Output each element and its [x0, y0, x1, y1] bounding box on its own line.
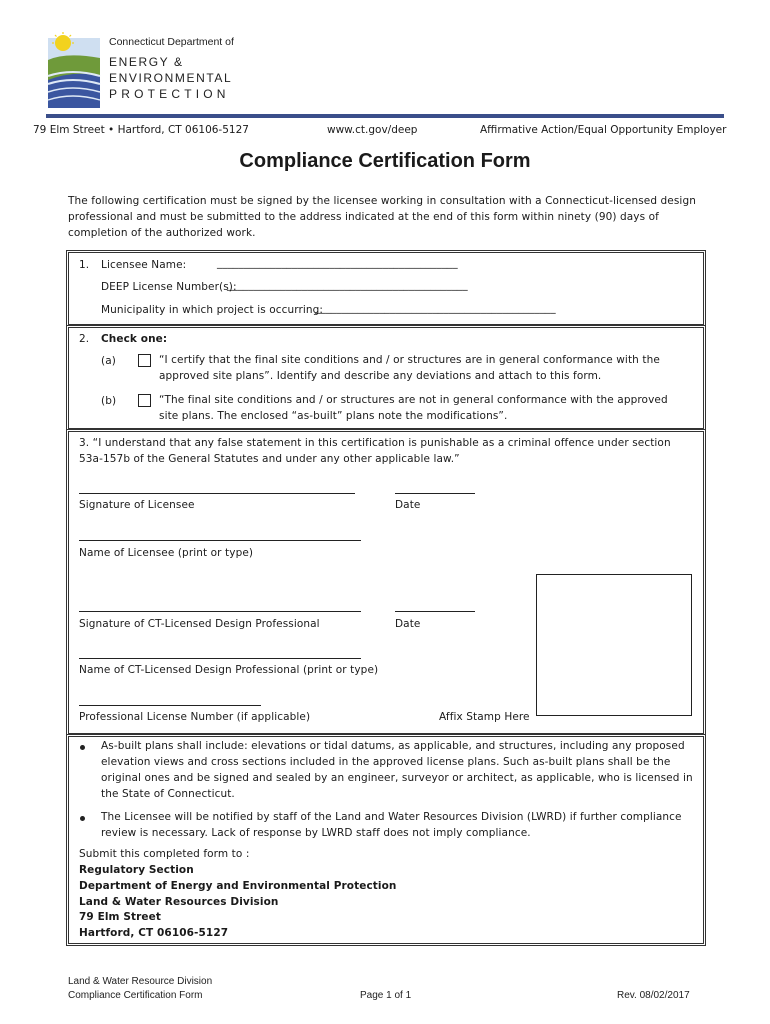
check-one-heading: Check one: — [101, 333, 168, 345]
licensee-name-field[interactable]: _____________________________________________ — [217, 257, 458, 269]
section-4-box — [68, 736, 704, 944]
section-2-number: 2. — [79, 333, 90, 345]
footer-form-name: Compliance Certification Form — [68, 990, 203, 1001]
option-b-checkbox[interactable] — [138, 394, 151, 407]
agency-wordmark — [109, 36, 234, 102]
section-1-number: 1. — [79, 259, 90, 271]
header-rule — [46, 114, 724, 118]
address-line-4: 79 Elm Street — [79, 911, 161, 923]
licensee-signature-label: Signature of Licensee — [79, 499, 195, 511]
licensee-name-label: Licensee Name: — [101, 259, 187, 271]
professional-signature-label: Signature of CT-Licensed Design Professional — [79, 618, 320, 630]
agency-line-4: PROTECTION — [109, 87, 230, 101]
date-line-1[interactable] — [395, 493, 475, 494]
deep-logo — [46, 32, 102, 110]
intro-paragraph: The following certification must be signed by the licensee working in consultation with a Connecticut-licensed design professional and must be submitted to the address indicated at the end of this form within ninety (90) days of completion of the authorized work. — [68, 195, 696, 239]
certification-statement: 3. “I understand that any false statement in this certification is punishable as a criminal offence under section 53a-157b of the General Statutes and under any other applicable law.” — [79, 437, 671, 465]
date-line-2[interactable] — [395, 611, 475, 612]
professional-name-line[interactable] — [79, 658, 361, 659]
footer-revision: Rev. 08/02/2017 — [617, 990, 690, 1001]
date-label-1: Date — [395, 499, 421, 511]
agency-line-3: ENVIRONMENTAL — [109, 71, 233, 85]
lwrd-bullet: The Licensee will be notified by staff of the Land and Water Resources Division (LWRD) if further compliance review is necessary. Lack of response by LWRD staff does not imply compliance. — [101, 811, 682, 839]
footer-division: Land & Water Resource Division — [68, 976, 213, 987]
header-website[interactable]: www.ct.gov/deep — [327, 124, 418, 136]
agency-line-2: ENERGY & — [109, 55, 184, 69]
option-b-text: “The final site conditions and / or structures are not in general conformance with the approved site plans. The enclosed “as-built” plans note the modifications”. — [159, 394, 668, 422]
license-number-label: Professional License Number (if applicable) — [79, 711, 311, 723]
option-a-letter: (a) — [101, 355, 116, 367]
license-number-line[interactable] — [79, 705, 261, 706]
professional-signature-line[interactable] — [79, 611, 361, 612]
agency-line-1: Connecticut Department of — [109, 36, 234, 48]
section-3-box — [68, 431, 704, 734]
address-line-1: Regulatory Section — [79, 864, 194, 876]
footer-page-number: Page 1 of 1 — [360, 990, 412, 1001]
bullet-dot-2 — [80, 816, 85, 821]
address-line-2: Department of Energy and Environmental Protection — [79, 880, 397, 892]
bullet-dot-1 — [80, 745, 85, 750]
professional-print-label: Name of CT-Licensed Design Professional (print or type) — [79, 664, 379, 676]
municipality-label: Municipality in which project is occurring: — [101, 304, 324, 316]
as-built-bullet: As-built plans shall include: elevations or tidal datums, as applicable, and structures, including any proposed elevation views and cross sections included in the approved license plans. Such as-built plans shall be the original ones and be signed and sealed by an engineer, surveyor or architect, as applicable, who is licensed in the State of Connecticut. — [101, 740, 693, 800]
date-label-2: Date — [395, 618, 421, 630]
stamp-box — [536, 574, 692, 716]
submit-intro: Submit this completed form to : — [79, 848, 250, 860]
deep-license-field[interactable]: _____________________________________________ — [227, 279, 468, 291]
affix-stamp-label: Affix Stamp Here — [439, 711, 530, 723]
licensee-name-line[interactable] — [79, 540, 361, 541]
option-b-letter: (b) — [101, 395, 117, 407]
header-address: 79 Elm Street • Hartford, CT 06106-5127 — [33, 124, 249, 136]
licensee-signature-line[interactable] — [79, 493, 355, 494]
address-line-5: Hartford, CT 06106-5127 — [79, 927, 229, 939]
option-a-text: “I certify that the final site conditions and / or structures are in general conformance with the approved site plans”. Identify and describe any deviations and attach to this form. — [159, 354, 660, 382]
section-2-box — [68, 327, 704, 429]
option-a-checkbox[interactable] — [138, 354, 151, 367]
municipality-field[interactable]: _____________________________________________ — [315, 302, 556, 314]
address-line-3: Land & Water Resources Division — [79, 896, 279, 908]
header-employer: Affirmative Action/Equal Opportunity Employer — [480, 124, 727, 136]
deep-license-label: DEEP License Number(s): — [101, 281, 237, 293]
form-title: Compliance Certification Form — [239, 150, 531, 172]
section-1-box — [68, 252, 704, 325]
licensee-print-label: Name of Licensee (print or type) — [79, 547, 254, 559]
